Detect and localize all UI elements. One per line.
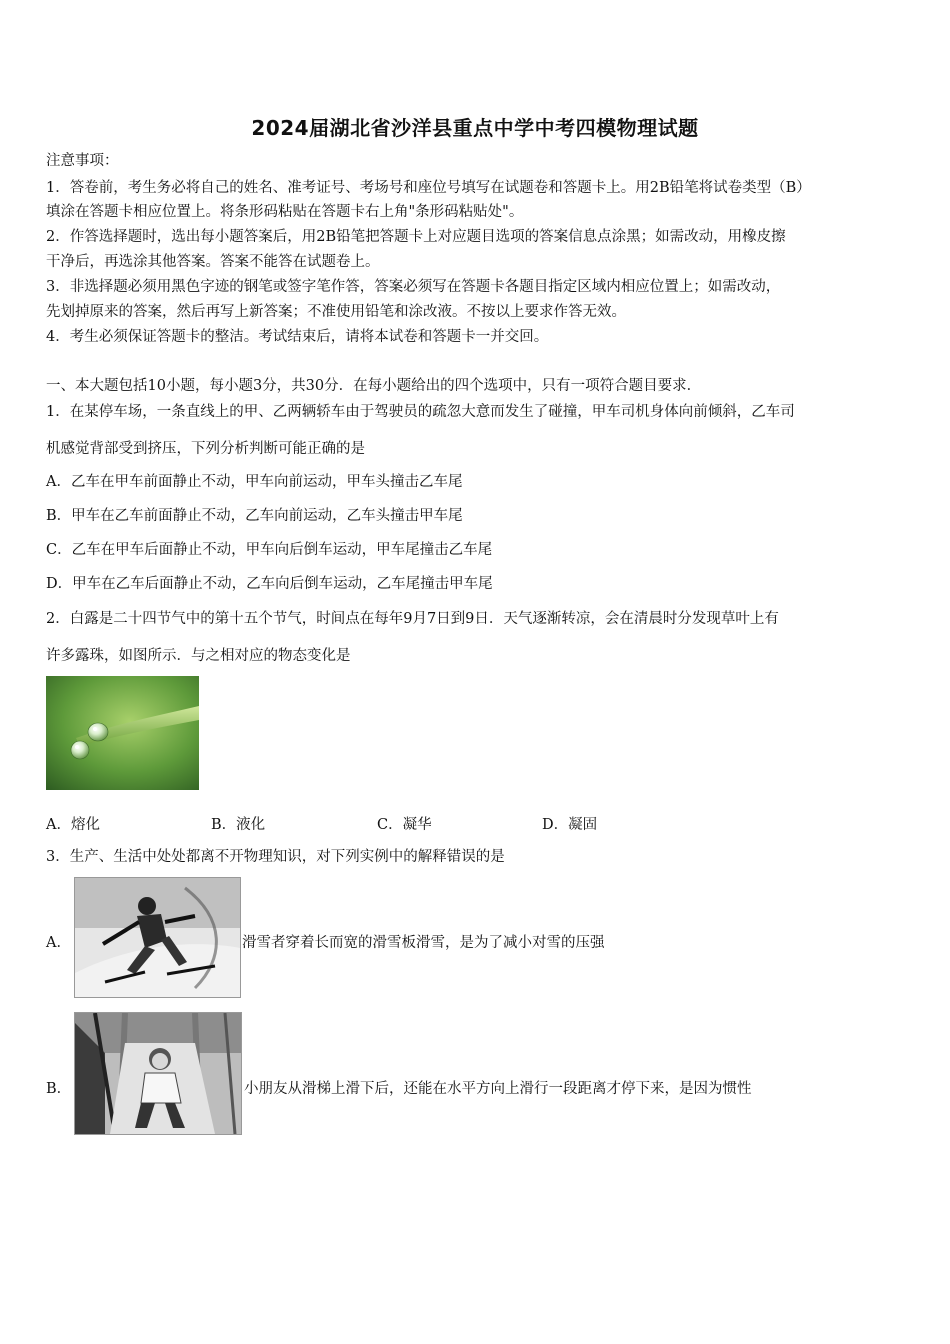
question-1-option-c: C．乙车在甲车后面静止不动，甲车向后倒车运动，甲车尾撞击乙车尾: [46, 542, 493, 558]
question-2-option-c: C．凝华: [377, 817, 432, 833]
question-2-option-a: A．熔化: [46, 817, 100, 833]
question-2-options: [46, 813, 746, 833]
question-1-option-a: A．乙车在甲车前面静止不动，甲车向前运动，甲车头撞击乙车尾: [46, 474, 463, 490]
notice-heading: 注意事项：: [46, 153, 119, 169]
skier-photo: [74, 877, 241, 998]
notice-line: 3．非选择题必须用黑色字迹的钢笔或签字笔作答，答案必须写在答题卡各题目指定区域内相应位置上；如需改动，: [46, 279, 781, 295]
page-title: 2024届湖北省沙洋县重点中学中考四模物理试题: [251, 116, 699, 140]
dew-drop-photo: [46, 676, 199, 790]
question-1-option-d: D．甲车在乙车后面静止不动，乙车向后倒车运动，乙车尾撞击甲车尾: [46, 576, 493, 592]
notice-line: 1．答卷前，考生务必将自己的姓名、准考证号、考场号和座位号填写在试题卷和答题卡上。用2B铅笔将试卷类型（B）: [46, 180, 811, 196]
notice-line: 填涂在答题卡相应位置上。将条形码粘贴在答题卡右上角"条形码粘贴处"。: [46, 204, 524, 220]
notice-line: 干净后，再选涂其他答案。答案不能答在试题卷上。: [46, 254, 380, 270]
question-2-stem: 2．白露是二十四节气中的第十五个节气，时间点在每年9月7日到9日．天气逐渐转凉，会在清晨时分发现草叶上有: [46, 611, 779, 627]
question-3-option-a-letter: A．: [46, 935, 71, 951]
question-3-stem: 3．生产、生活中处处都离不开物理知识，对下列实例中的解释错误的是: [46, 849, 505, 865]
question-2-option-d: D．凝固: [542, 817, 598, 833]
question-3-option-b-text: 小朋友从滑梯上滑下后，还能在水平方向上滑行一段距离才停下来，是因为惯性: [244, 1081, 752, 1097]
slide-child-photo: [74, 1012, 242, 1135]
question-3-option-b-letter: B．: [46, 1081, 72, 1097]
question-1-stem-cont: 机感觉背部受到挤压，下列分析判断可能正确的是: [46, 441, 365, 457]
notice-line: 先划掉原来的答案，然后再写上新答案；不准使用铅笔和涂改液。不按以上要求作答无效。: [46, 304, 626, 320]
question-2-stem-cont: 许多露珠，如图所示．与之相对应的物态变化是: [46, 648, 351, 664]
question-3-option-a-text: 滑雪者穿着长而宽的滑雪板滑雪，是为了减小对雪的压强: [242, 935, 605, 951]
question-1-option-b: B．甲车在乙车前面静止不动，乙车向前运动，乙车头撞击甲车尾: [46, 508, 463, 524]
question-2-option-b: B．液化: [211, 817, 266, 833]
notice-line: 4．考生必须保证答题卡的整洁。考试结束后，请将本试卷和答题卡一并交回。: [46, 329, 549, 345]
section-heading: 一、本大题包括10小题，每小题3分，共30分．在每小题给出的四个选项中，只有一项符合题目要求．: [46, 378, 702, 394]
question-1-stem: 1．在某停车场，一条直线上的甲、乙两辆轿车由于驾驶员的疏忽大意而发生了碰撞，甲车司机身体向前倾斜，乙车司: [46, 404, 795, 420]
notice-line: 2．作答选择题时，选出每小题答案后，用2B铅笔把答题卡上对应题目选项的答案信息点涂黑；如需改动，用橡皮擦: [46, 229, 786, 245]
